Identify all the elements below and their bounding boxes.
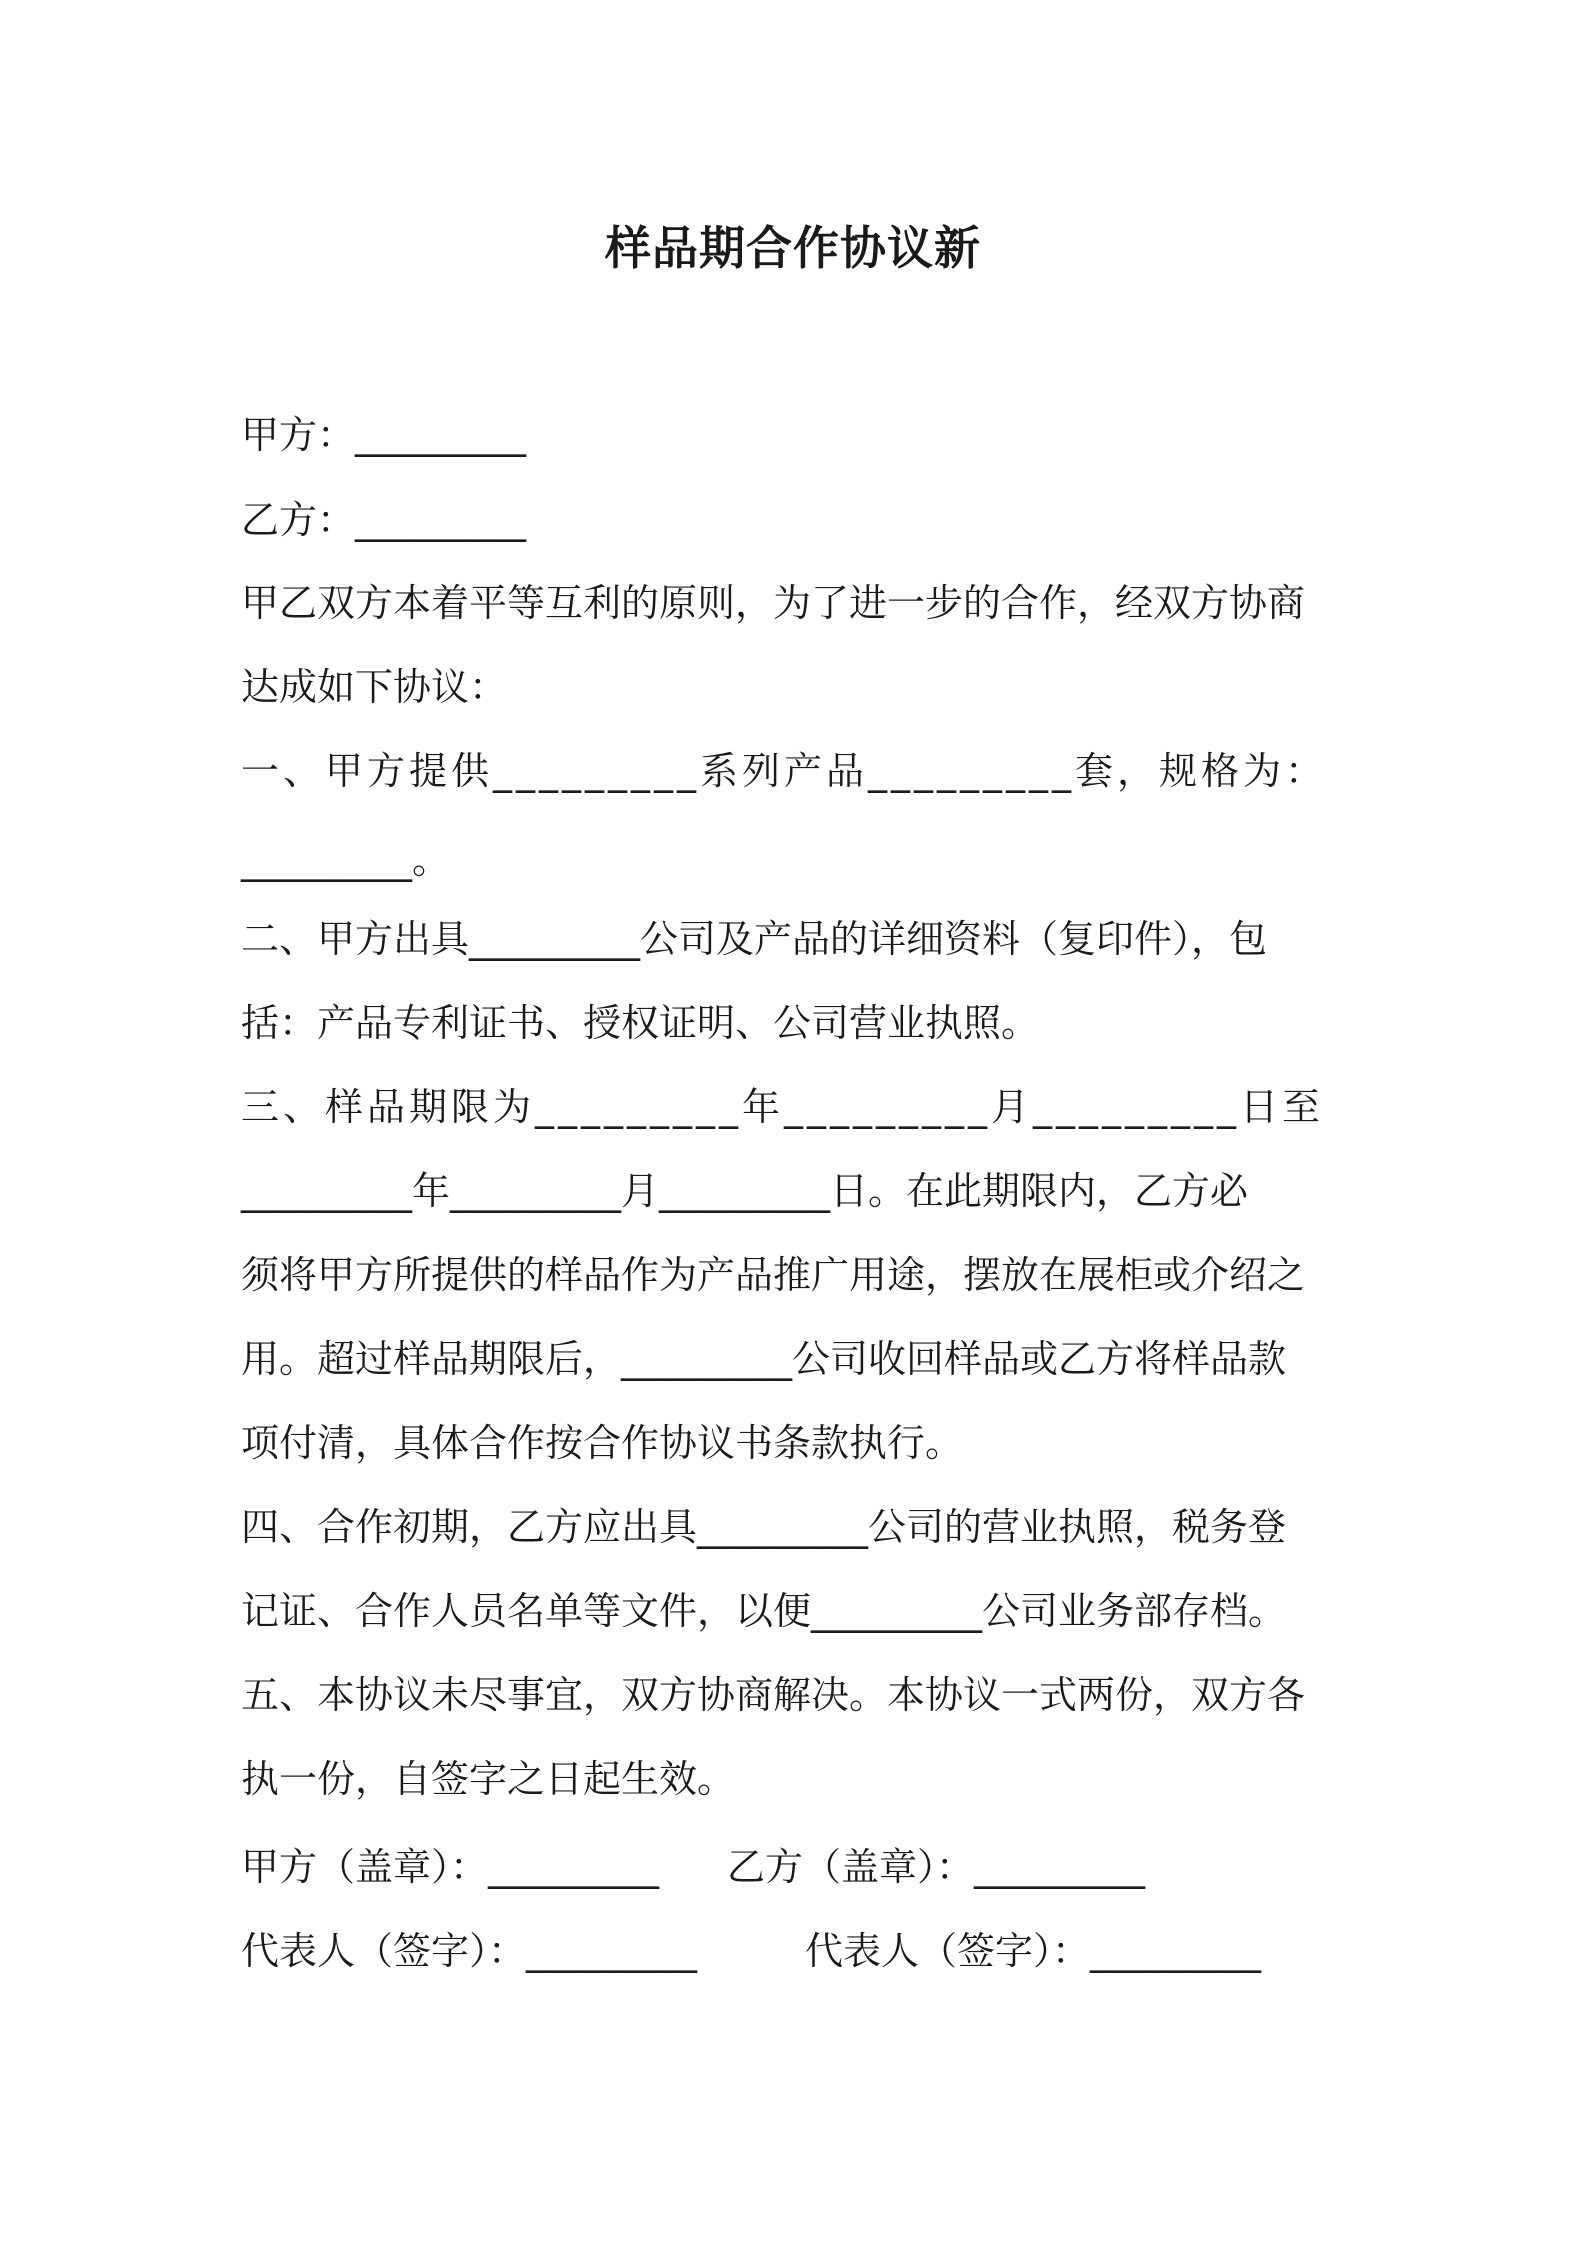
clause-5-line-2: 执一份，自签字之日起生效。 [241,1757,736,1801]
clause-4-line-1: 四、合作初期，乙方应出具_________公司的营业执照，税务登 [241,1505,1287,1549]
document-title: 样品期合作协议新 [605,221,981,275]
party-a-representative-field: 代表人（签字）：_________ [241,1929,698,1973]
clause-3-line-1: 三、样品期限为_________年_________月_________日至 [241,1085,1325,1129]
preamble-line-2: 达成如下协议： [241,665,508,709]
clause-4-line-2: 记证、合作人员名单等文件，以便_________公司业务部存档。 [241,1589,1287,1633]
clause-2-line-1: 二、甲方出具_________公司及产品的详细资料（复印件），包 [241,917,1268,961]
clause-5-line-1: 五、本协议未尽事宜，双方协商解决。本协议一式两份，双方各 [241,1673,1306,1717]
clause-3-line-4: 用。超过样品期限后，_________公司收回样品或乙方将样品款 [241,1337,1287,1381]
party-b-seal-field: 乙方（盖章）：_________ [727,1845,1146,1889]
party-b-line: 乙方：_________ [241,498,527,542]
preamble-line-1: 甲乙双方本着平等互利的原则，为了进一步的合作，经双方协商 [241,581,1306,625]
clause-1-line-2: _________。 [241,838,451,882]
party-b-representative-field: 代表人（签字）：_________ [805,1929,1262,1973]
party-a-seal-field: 甲方（盖章）：_________ [241,1845,660,1889]
party-a-line: 甲方：_________ [241,413,527,457]
clause-3-line-5: 项付清，具体合作按合作协议书条款执行。 [241,1421,964,1465]
clause-3-line-2: _________年_________月_________日。在此期限内，乙方必 [241,1169,1249,1213]
clause-1-line-1: 一、甲方提供_________系列产品_________套，规格为： [241,749,1328,793]
clause-2-line-2: 括：产品专利证书、授权证明、公司营业执照。 [241,1001,1040,1045]
clause-3-line-3: 须将甲方所提供的样品作为产品推广用途，摆放在展柜或介绍之 [241,1253,1306,1297]
